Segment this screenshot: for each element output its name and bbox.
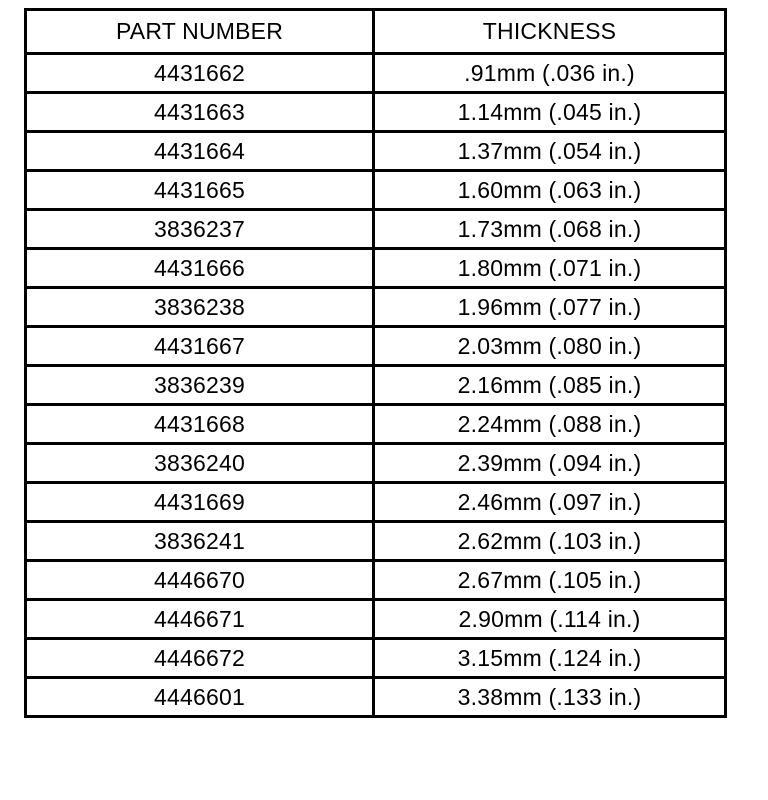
column-header-thickness: THICKNESS [374, 10, 726, 54]
thickness-cell: 2.24mm (.088 in.) [374, 405, 726, 444]
part-number-cell: 4431663 [26, 93, 374, 132]
thickness-cell: 1.37mm (.054 in.) [374, 132, 726, 171]
part-number-cell: 3836241 [26, 522, 374, 561]
table-row [26, 561, 726, 600]
thickness-cell: 1.73mm (.068 in.) [374, 210, 726, 249]
table-row [26, 210, 726, 249]
thickness-cell: 2.03mm (.080 in.) [374, 327, 726, 366]
thickness-cell: 3.38mm (.133 in.) [374, 678, 726, 717]
part-number-cell: 3836238 [26, 288, 374, 327]
table-row [26, 600, 726, 639]
part-number-cell: 3836237 [26, 210, 374, 249]
part-number-cell: 4446601 [26, 678, 374, 717]
thickness-cell: 1.80mm (.071 in.) [374, 249, 726, 288]
table-row [26, 93, 726, 132]
table-row [26, 405, 726, 444]
thickness-cell: 2.62mm (.103 in.) [374, 522, 726, 561]
part-number-cell: 4446672 [26, 639, 374, 678]
table-row [26, 249, 726, 288]
thickness-cell: 2.67mm (.105 in.) [374, 561, 726, 600]
parts-thickness-table [24, 8, 727, 718]
thickness-cell: 3.15mm (.124 in.) [374, 639, 726, 678]
part-number-cell: 4431665 [26, 171, 374, 210]
part-number-cell: 4446671 [26, 600, 374, 639]
thickness-cell: 1.60mm (.063 in.) [374, 171, 726, 210]
thickness-cell: 1.96mm (.077 in.) [374, 288, 726, 327]
table-row [26, 678, 726, 717]
parts-table-container [24, 8, 724, 718]
column-header-part-number: PART NUMBER [26, 10, 374, 54]
part-number-cell: 4431669 [26, 483, 374, 522]
part-number-cell: 4431662 [26, 54, 374, 93]
part-number-cell: 4431664 [26, 132, 374, 171]
part-number-cell: 4431667 [26, 327, 374, 366]
table-row [26, 483, 726, 522]
table-row [26, 639, 726, 678]
table-row [26, 366, 726, 405]
part-number-cell: 3836240 [26, 444, 374, 483]
thickness-cell: 2.16mm (.085 in.) [374, 366, 726, 405]
thickness-cell: 2.90mm (.114 in.) [374, 600, 726, 639]
table-row [26, 132, 726, 171]
part-number-cell: 3836239 [26, 366, 374, 405]
table-header-row [26, 10, 726, 54]
table-row [26, 327, 726, 366]
thickness-cell: 2.46mm (.097 in.) [374, 483, 726, 522]
table-row [26, 171, 726, 210]
thickness-cell: 2.39mm (.094 in.) [374, 444, 726, 483]
table-row [26, 54, 726, 93]
table-row [26, 444, 726, 483]
table-row [26, 522, 726, 561]
thickness-cell: 1.14mm (.045 in.) [374, 93, 726, 132]
part-number-cell: 4431666 [26, 249, 374, 288]
part-number-cell: 4446670 [26, 561, 374, 600]
table-body [26, 54, 726, 717]
table-row [26, 288, 726, 327]
part-number-cell: 4431668 [26, 405, 374, 444]
thickness-cell: .91mm (.036 in.) [374, 54, 726, 93]
